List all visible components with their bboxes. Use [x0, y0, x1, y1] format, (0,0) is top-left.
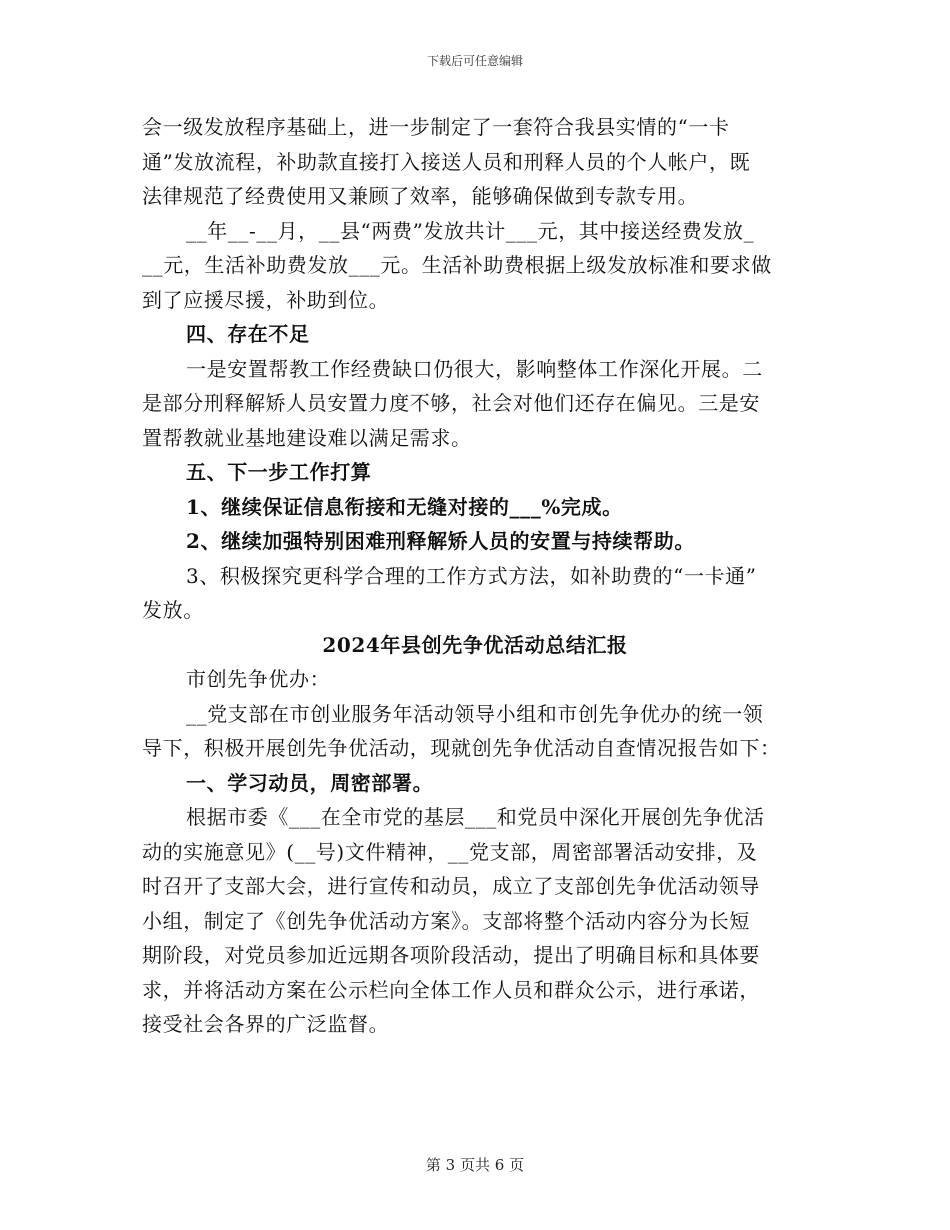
salutation: 市创先争优办：	[186, 667, 331, 691]
paragraph-shortcomings	[142, 352, 808, 456]
paragraph-fee-distribution	[142, 214, 808, 318]
text-line: 期阶段，对党员参加近远期各项阶段活动，提出了明确目标和具体要	[142, 943, 760, 967]
text-line: 3、积极探究更科学合理的工作方式方法，如补助费的“一卡通”	[186, 563, 757, 588]
text-line: 会一级发放程序基础上，进一步制定了一套符合我县实情的“一卡	[142, 115, 730, 139]
text-line: 导下，积极开展创先争优活动，现就创先争优活动自查情况报告如下：	[142, 736, 781, 760]
section-heading-study-mobilize: 一、学习动员，周密部署。	[186, 770, 434, 795]
text-line: 动的实施意见》(__号)文件精神，__党支部，周密部署活动安排，及	[142, 839, 758, 864]
text-line: 置帮教就业基地建设难以满足需求。	[142, 425, 472, 450]
list-item-2: 2、继续加强特别困难刑释解矫人员的安置与持续帮助。	[186, 529, 695, 553]
text-line: 接受社会各界的广泛监督。	[142, 1012, 390, 1036]
paragraph-introduction	[142, 697, 808, 766]
text-line: 是部分刑释解矫人员安置力度不够，社会对他们还存在偏见。三是安	[142, 391, 760, 415]
text-line: 通”发放流程，补助款直接打入接送人员和刑释人员的个人帐户，既	[142, 149, 751, 174]
document-title: 2024年县创先争优活动总结汇报	[322, 632, 628, 657]
paragraph-deployment	[142, 800, 808, 1042]
page-header-note: 下载后可任意编辑	[426, 54, 523, 68]
paragraph-distribution-process	[142, 110, 808, 214]
section-heading-next-steps: 五、下一步工作打算	[186, 460, 372, 484]
text-line: 求，并将活动方案在公示栏向全体工作人员和群众公示，进行承诺，	[142, 977, 760, 1002]
text-line: 发放。	[142, 598, 204, 622]
page-number: 第 3 页共 6 页	[425, 1156, 525, 1174]
text-line: 根据市委《___在全市党的基层___和党员中深化开展创先争优活	[186, 805, 765, 829]
list-item-3	[142, 559, 808, 628]
section-heading-shortcomings: 四、存在不足	[186, 322, 310, 346]
text-line: 到了应援尽援，补助到位。	[142, 287, 390, 312]
text-line: __元，生活补助费发放___元。生活补助费根据上级发放标准和要求做	[142, 253, 772, 277]
text-line: 时召开了支部大会，进行宣传和动员，成立了支部创先争优活动领导	[142, 874, 760, 898]
list-item-1: 1、继续保证信息衔接和无缝对接的___%完成。	[186, 494, 623, 519]
document-body	[142, 110, 808, 1042]
text-line: 小组，制定了《创先争优活动方案》。支部将整个活动内容分为长短	[142, 908, 750, 933]
text-line: __党支部在市创业服务年活动领导小组和市创先争优办的统一领	[186, 701, 764, 726]
text-line: 一是安置帮教工作经费缺口仍很大，影响整体工作深化开展。二	[186, 356, 763, 381]
text-line: __年__-__月，__县“两费”发放共计___元，其中接送经费发放_	[186, 218, 755, 243]
text-line: 法律规范了经费使用又兼顾了效率，能够确保做到专款专用。	[142, 184, 699, 208]
